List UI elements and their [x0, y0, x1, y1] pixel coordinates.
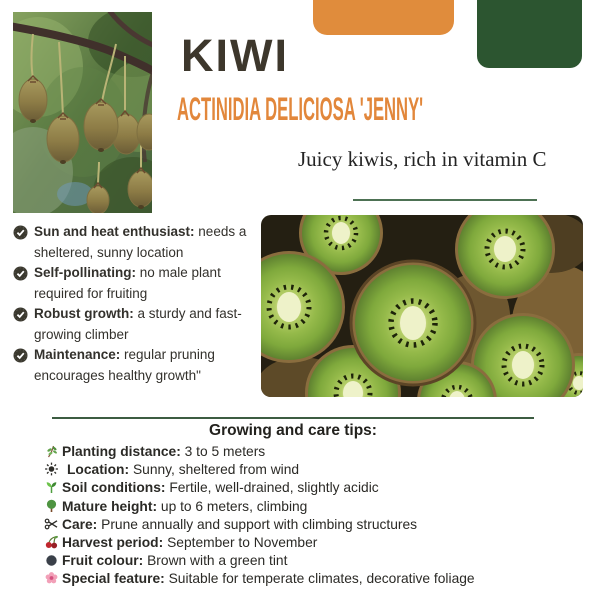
care-tip-text: September to November — [167, 535, 318, 551]
herb-icon — [44, 444, 59, 458]
check-badge-icon — [13, 266, 28, 281]
tagline: Juicy kiwis, rich in vitamin C — [298, 147, 547, 171]
care-tip-item — [44, 552, 596, 570]
orange-accent-shape — [313, 0, 454, 35]
check-badge-icon — [13, 307, 28, 322]
sun-icon — [44, 462, 59, 476]
tagline-underline — [353, 199, 537, 201]
feature-text: a sturdy and fast-growing climber — [34, 306, 242, 342]
seedling-icon — [44, 480, 59, 494]
care-tips-list — [44, 443, 596, 589]
care-tip-label: Location: — [67, 462, 130, 478]
check-badge-icon — [13, 225, 28, 240]
care-tip-item — [44, 534, 596, 552]
care-tip-label: Mature height: — [62, 498, 158, 514]
care-tip-text: up to 6 meters, climbing — [160, 498, 308, 514]
hanging-kiwis-photo — [13, 12, 152, 213]
care-tip-text: Prune annually and support with climbing structures — [101, 516, 418, 532]
feature-label: Sun and heat enthusiast: — [34, 224, 195, 239]
section-divider — [52, 417, 534, 419]
care-tip-label: Harvest period: — [62, 535, 164, 551]
feature-label: Maintenance: — [34, 347, 121, 362]
feature-label: Self-pollinating: — [34, 265, 136, 280]
care-tip-text: Fertile, well-drained, slightly acidic — [169, 480, 379, 496]
care-tip-item — [44, 443, 596, 461]
care-tip-label: Care: — [62, 516, 98, 532]
feature-text: needs a sheltered, sunny location — [34, 224, 247, 260]
sliced-kiwis-photo — [261, 215, 583, 397]
hanging-kiwis-illustration — [13, 12, 152, 213]
care-tip-text: Suitable for temperate climates, decorative foliage — [168, 571, 475, 587]
feature-item — [13, 345, 256, 386]
page-title: KIWI — [181, 30, 289, 81]
feature-list — [13, 222, 256, 386]
care-tip-label: Special feature: — [62, 571, 165, 587]
care-tip-label: Fruit colour: — [62, 553, 144, 569]
care-tip-text: Sunny, sheltered from wind — [132, 462, 300, 478]
feature-label: Robust growth: — [34, 306, 134, 321]
tree-icon — [44, 499, 59, 513]
feature-item — [13, 263, 256, 304]
feature-item — [13, 222, 256, 263]
care-tips-heading: Growing and care tips: — [209, 422, 377, 439]
care-tip-item — [44, 479, 596, 497]
feature-text: no male plant required for fruiting — [34, 265, 221, 301]
care-tip-text: 3 to 5 meters — [184, 444, 266, 459]
page-subtitle: ACTINIDIA DELICIOSA 'JENNY' — [177, 91, 424, 127]
care-tip-text: Brown with a green tint — [147, 553, 288, 569]
care-tip-item — [44, 461, 596, 479]
feature-text: regular pruning encourages healthy growth" — [34, 347, 215, 383]
sliced-kiwis-illustration — [261, 215, 583, 397]
care-tip-item — [44, 570, 596, 588]
blossom-icon — [44, 571, 59, 585]
feature-item — [13, 304, 256, 345]
care-tip-item — [44, 516, 596, 534]
cherries-icon — [44, 535, 59, 549]
check-badge-icon — [13, 348, 28, 363]
green-accent-shape — [477, 0, 582, 68]
care-tip-item — [44, 498, 596, 516]
care-tip-label: Planting distance: — [62, 444, 181, 459]
care-tip-label: Soil conditions: — [62, 480, 166, 496]
scissors-icon — [44, 517, 59, 531]
circle-icon — [44, 553, 59, 567]
